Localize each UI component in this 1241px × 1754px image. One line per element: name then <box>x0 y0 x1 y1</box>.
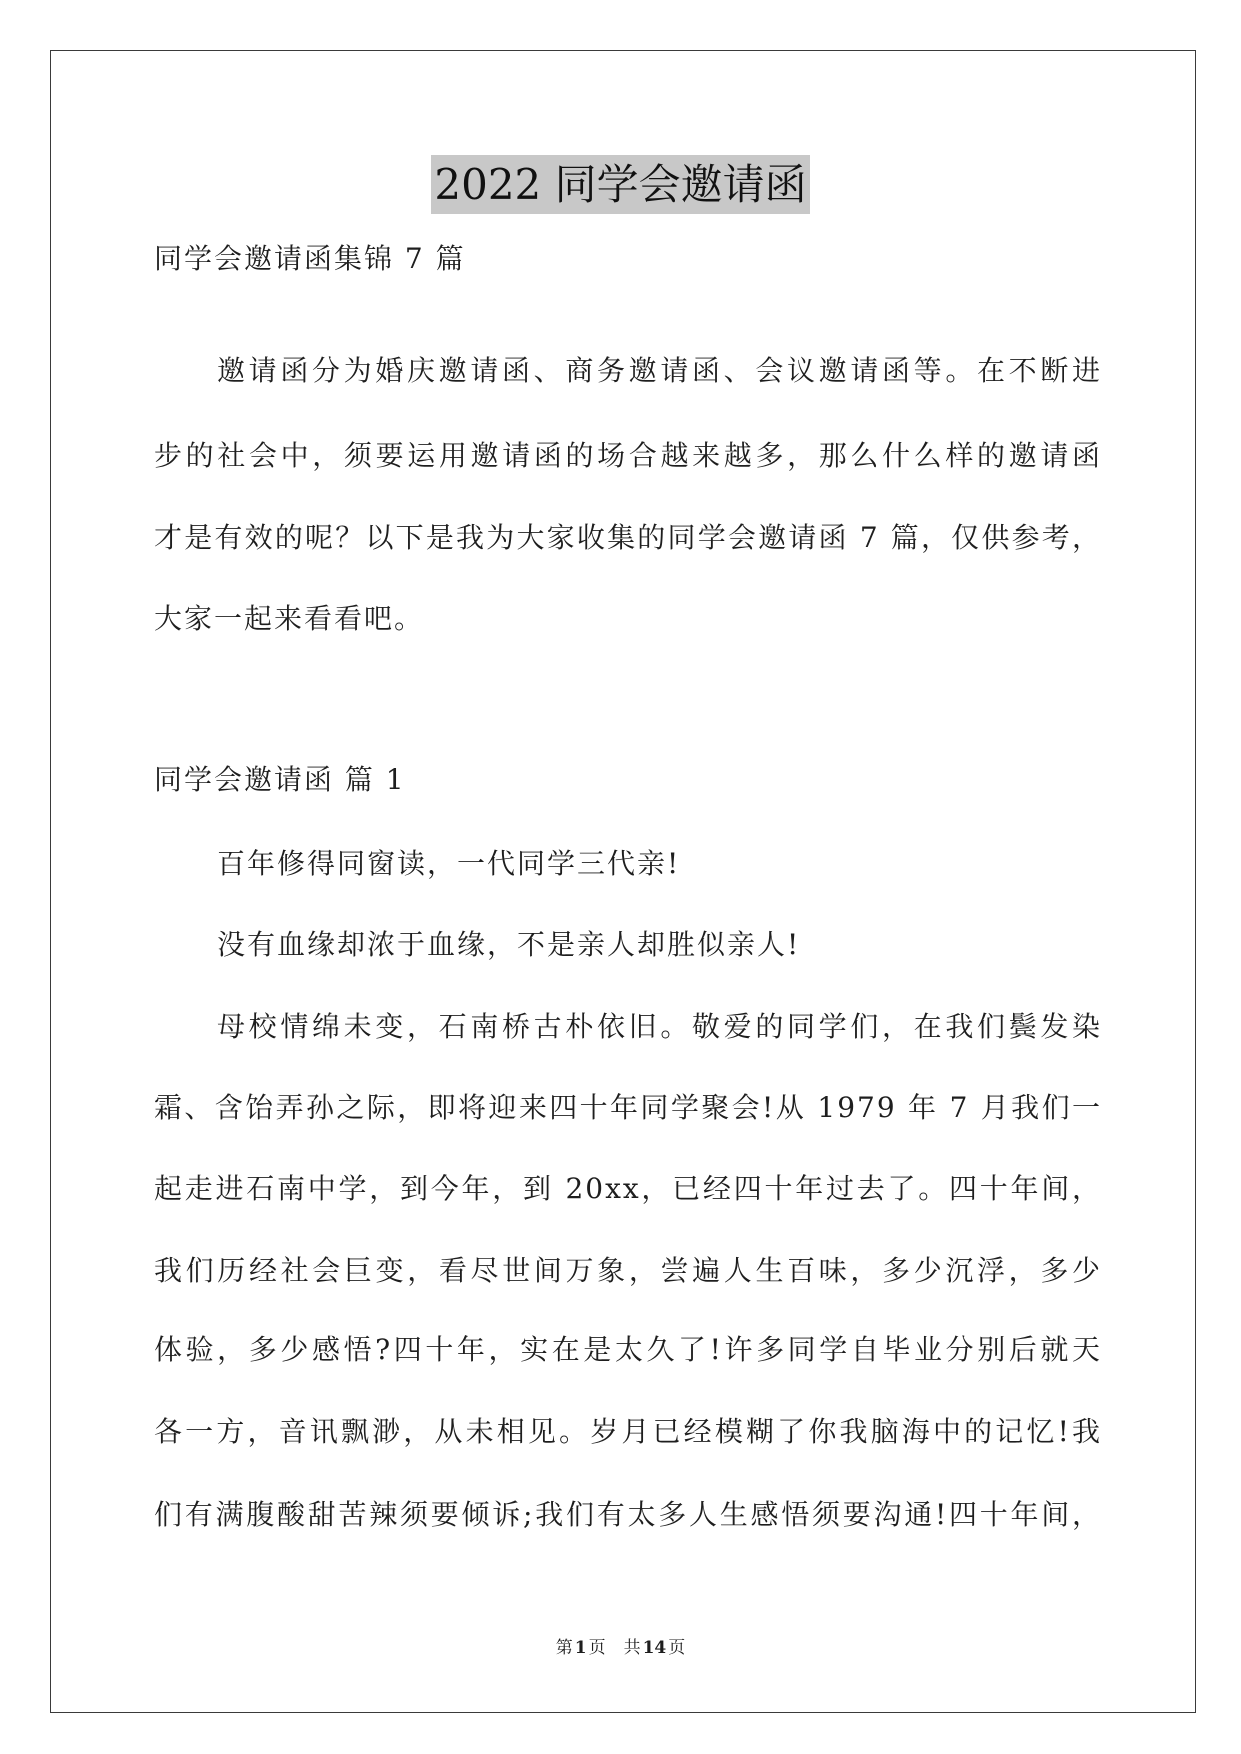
intro-line: 大家一起来看看吧。 <box>154 602 425 635</box>
section-line: 起走进石南中学，到今年，到 20xx，已经四十年过去了。四十年间， <box>154 1172 1102 1205</box>
page-footer <box>0 1636 1241 1660</box>
page-number-suffix: 页 <box>588 1638 606 1658</box>
document-title: 2022 同学会邀请函 <box>431 155 809 214</box>
section-heading: 同学会邀请函 篇 1 <box>154 763 406 796</box>
section-line: 霜、含饴弄孙之际，即将迎来四十年同学聚会!从 1979 年 7 月我们一 <box>154 1091 1102 1124</box>
section-line: 体验，多少感悟?四十年，实在是太久了!许多同学自毕业分别后就天 <box>154 1333 1102 1366</box>
total-pages-suffix: 页 <box>668 1638 686 1658</box>
section-line: 们有满腹酸甜苦辣须要倾诉;我们有太多人生感悟须要沟通!四十年间， <box>154 1498 1102 1531</box>
total-pages-prefix: 共 <box>623 1638 641 1658</box>
intro-line: 邀请函分为婚庆邀请函、商务邀请函、会议邀请函等。在不断进 <box>217 354 1102 387</box>
page-number: 1 <box>574 1638 587 1658</box>
page-number-prefix: 第 <box>555 1638 573 1658</box>
section-line: 各一方，音讯飘渺，从未相见。岁月已经模糊了你我脑海中的记忆!我 <box>154 1415 1102 1448</box>
document-subtitle: 同学会邀请函集锦 7 篇 <box>154 242 466 275</box>
title-block <box>0 155 1241 214</box>
section-line: 我们历经社会巨变，看尽世间万象，尝遍人生百味，多少沉浮，多少 <box>154 1254 1102 1287</box>
total-pages: 14 <box>642 1638 667 1658</box>
section-line: 百年修得同窗读，一代同学三代亲! <box>217 847 681 880</box>
section-line: 母校情绵未变，石南桥古朴依旧。敬爱的同学们，在我们鬓发染 <box>217 1010 1102 1043</box>
intro-line: 步的社会中，须要运用邀请函的场合越来越多，那么什么样的邀请函 <box>154 439 1102 472</box>
section-line: 没有血缘却浓于血缘，不是亲人却胜似亲人! <box>217 928 801 961</box>
intro-line: 才是有效的呢？以下是我为大家收集的同学会邀请函 7 篇，仅供参考， <box>154 521 1102 554</box>
